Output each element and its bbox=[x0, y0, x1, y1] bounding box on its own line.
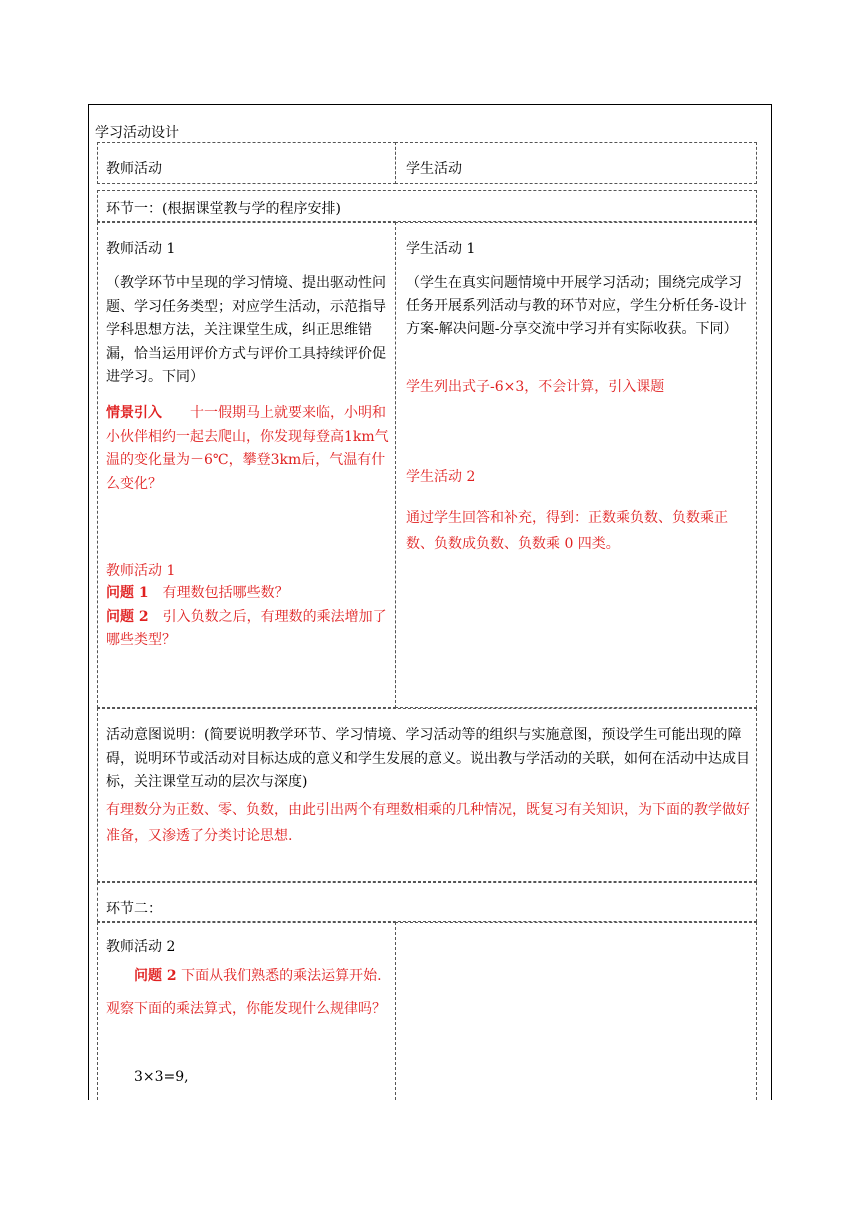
scene-text: 十一假期马上就要来临，小明和小伙伴相约一起去爬山，你发现每登高1km气温的变化量为－6℃，攀登3km后，气温有什么变化？ bbox=[106, 405, 389, 492]
scene-label: 情景引入 bbox=[106, 405, 162, 421]
student-answer-2: 通过学生回答和补充，得到：正数乘负数、负数乘正数、负数成负数、负数乘 0 四类。 bbox=[406, 510, 728, 552]
teacher-activity-2-heading: 教师活动 2 bbox=[106, 939, 176, 955]
header-teacher: 教师活动 bbox=[106, 161, 162, 177]
section2-label-cell bbox=[97, 882, 757, 922]
teacher-activity-heading: 教师活动 1 bbox=[106, 241, 176, 257]
student-answer: 学生列出式子-6×3，不会计算，引入课题 bbox=[406, 379, 665, 395]
student-activity-desc: （学生在真实问题情境中开展学习活动；围绕完成学习任务开展系列活动与教的环节对应，学生分析任务-设计方案-解决问题-分享交流中学习并有实际收获。下同） bbox=[406, 275, 747, 337]
question-1-text: 有理数包括哪些数？ bbox=[162, 585, 289, 601]
page-title: 学习活动设计 bbox=[95, 125, 179, 141]
question-1 bbox=[106, 582, 389, 604]
teacher-activity-heading-2: 教师活动 1 bbox=[106, 563, 176, 579]
question-1-label: 问题 1 bbox=[106, 585, 149, 601]
question-2 bbox=[106, 606, 389, 652]
section2-label: 环节二： bbox=[106, 901, 162, 917]
question-2-text: 引入负数之后，有理数的乘法增加了哪些类型？ bbox=[106, 609, 387, 648]
scene-intro bbox=[106, 402, 389, 496]
header-student: 学生活动 bbox=[406, 161, 462, 177]
section2-question-label: 问题 2 bbox=[134, 968, 177, 984]
section2-student-cell bbox=[395, 922, 757, 1100]
section2-question bbox=[106, 960, 389, 1026]
student-activity-heading-2: 学生活动 2 bbox=[406, 469, 476, 485]
intent-desc: 活动意图说明：(简要说明教学环节、学习情境、学习活动等的组织与实施意图，预设学生可能出现的障碍，说明环节或活动对目标达成的意义和学生发展的意义。说出教与学活动的关联，如何在活动中达成目标，关注课堂互动的层次与深度) bbox=[106, 727, 750, 790]
intent-answer: 有理数分为正数、零、负数，由此引出两个有理数相乘的几种情况，既复习有关知识，为下面的教学做好准备，又渗透了分类讨论思想. bbox=[106, 802, 750, 844]
section2-question-text: 下面从我们熟悉的乘法运算开始. 观察下面的乘法算式，你能发现什么规律吗？ bbox=[106, 968, 386, 1017]
section1-label: 环节一：(根据课堂教与学的程序安排) bbox=[106, 201, 341, 217]
section2-formula: 3×3=9, bbox=[134, 1069, 189, 1085]
teacher-activity-desc: （教学环节中呈现的学习情境、提出驱动性问题、学习任务类型；对应学生活动，示范指导学科思想方法，关注课堂生成，纠正思维错漏，恰当运用评价方式与评价工具持续评价促进学习。下同） bbox=[106, 275, 386, 385]
student-activity-heading: 学生活动 1 bbox=[406, 241, 476, 257]
question-2-label: 问题 2 bbox=[106, 609, 149, 625]
